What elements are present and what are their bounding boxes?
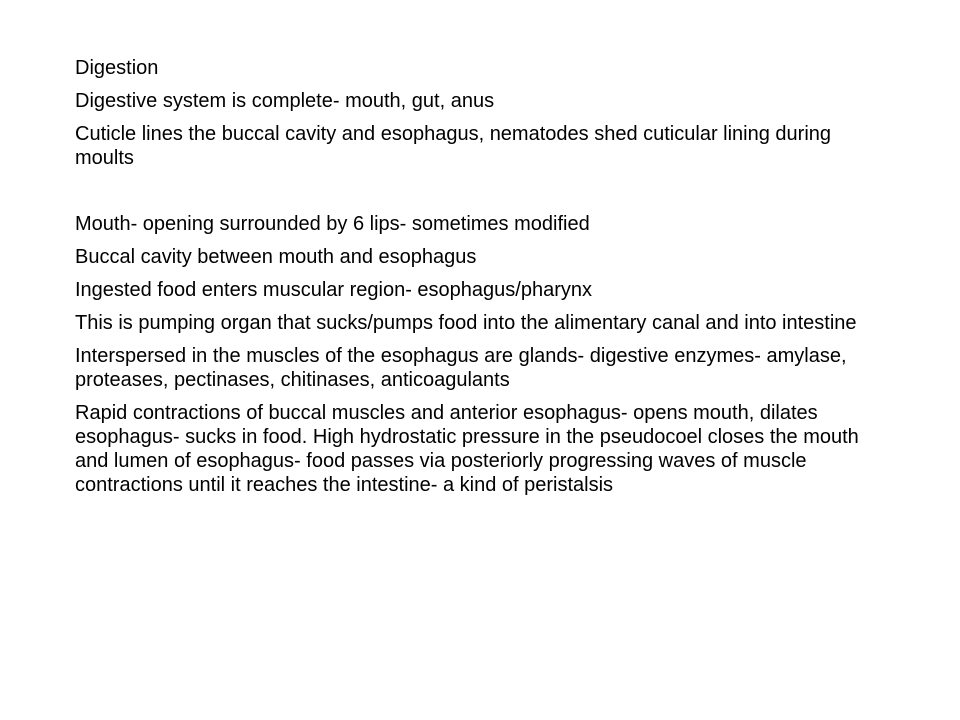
blank-line bbox=[75, 179, 885, 212]
paragraph-cuticle: Cuticle lines the buccal cavity and esophagus, nematodes shed cuticular lining during moults bbox=[75, 123, 832, 169]
paragraph-pumping-organ: This is pumping organ that sucks/pumps food into the alimentary canal and into intestine bbox=[75, 312, 857, 334]
slide-content bbox=[75, 56, 885, 506]
paragraph-ingested-food: Ingested food enters muscular region- esophagus/pharynx bbox=[75, 279, 592, 301]
paragraph-buccal-cavity: Buccal cavity between mouth and esophagus bbox=[75, 246, 477, 268]
paragraph-contractions: Rapid contractions of buccal muscles and anterior esophagus- opens mouth, dilates esophagus- sucks in food. High hydrostatic pressure in the pseudocoel closes the mouth and lumen of esophagus- food passes via posteriorly progressing waves of muscle contractions until it reaches the intestine- a kind of peristalsis bbox=[75, 402, 859, 496]
paragraph-digestive-system: Digestive system is complete- mouth, gut, anus bbox=[75, 90, 495, 112]
paragraph-glands: Interspersed in the muscles of the esophagus are glands- digestive enzymes- amylase, proteases, pectinases, chitinases, anticoagulants bbox=[75, 345, 847, 391]
slide-title: Digestion bbox=[75, 57, 159, 79]
paragraph-mouth: Mouth- opening surrounded by 6 lips- sometimes modified bbox=[75, 213, 590, 235]
